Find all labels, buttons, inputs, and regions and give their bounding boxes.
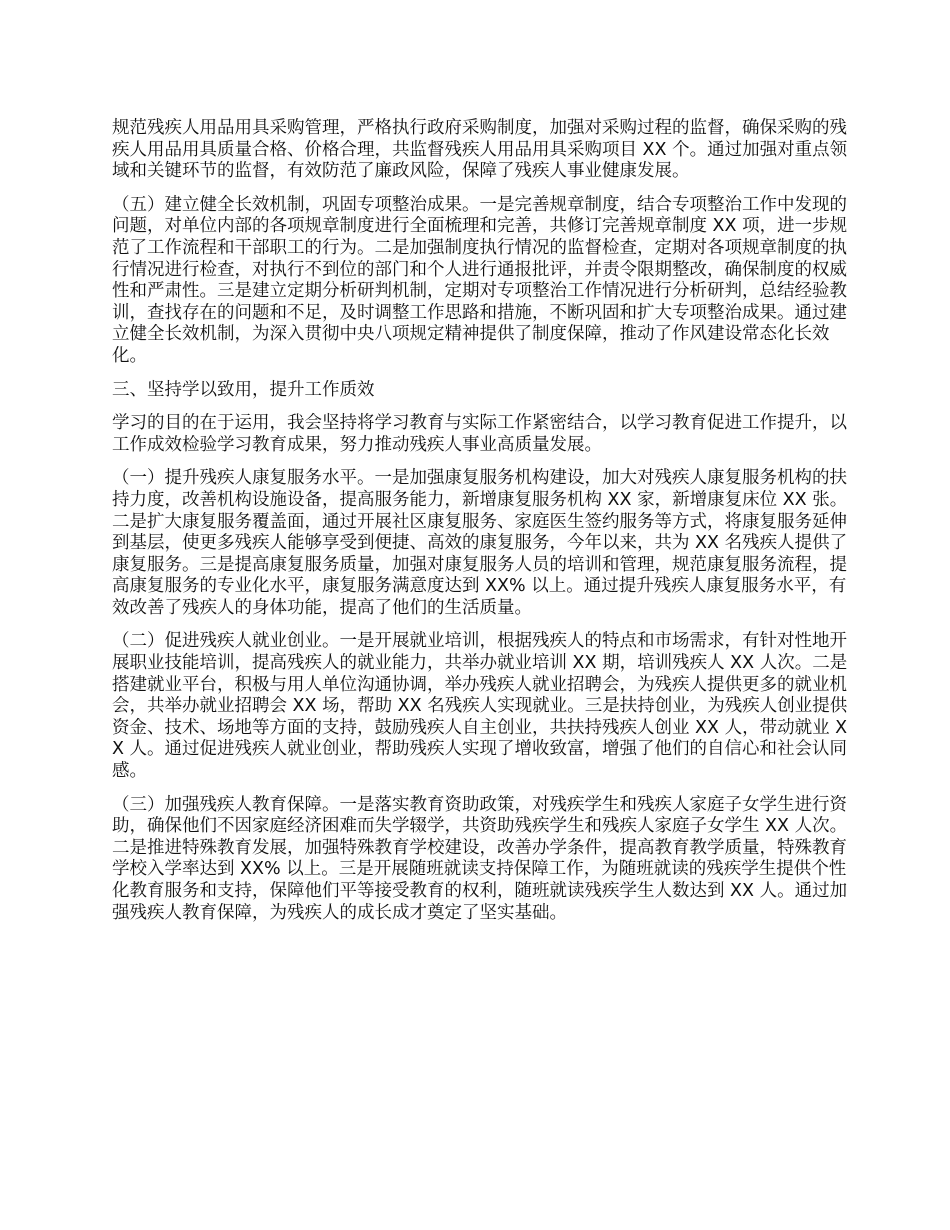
- paragraph-long-term-mechanism: （五）建立健全长效机制，巩固专项整治成果。一是完善规章制度，结合专项整治工作中发现的问题，对单位内部的各项规章制度进行全面梳理和完善，共修订完善规章制度 XX 项，进一步规范了工作流程和干部职工的行为。二是加强制度执行情况的监督检查，定期对各项规章制度的执行情况进行检查，对执行不到位的部门和个人进行通报批评，并责令限期整改，确保制度的权威性和严肃性。三是建立定期分析研判机制，定期对专项整治工作情况进行分析研判，总结经验教训，查找存在的问题和不足，及时调整工作思路和措施，不断巩固和扩大专项整治成果。通过建立健全长效机制，为深入贯彻中央八项规定精神提供了制度保障，推动了作风建设常态化长效化。: [112, 194, 848, 366]
- paragraph-rehabilitation-services: （一）提升残疾人康复服务水平。一是加强康复服务机构建设，加大对残疾人康复服务机构的扶持力度，改善机构设施设备，提高服务能力，新增康复服务机构 XX 家，新增康复床位 XX 张。二是扩大康复服务覆盖面，通过开展社区康复服务、家庭医生签约服务等方式，将康复服务延伸到基层，使更多残疾人能够享受到便捷、高效的康复服务，今年以来，共为 XX 名残疾人提供了康复服务。三是提高康复服务质量，加强对康复服务人员的培训和管理，规范康复服务流程，提高康复服务的专业化水平，康复服务满意度达到 XX% 以上。通过提升残疾人康复服务水平，有效改善了残疾人的身体功能，提高了他们的生活质量。: [112, 468, 848, 618]
- section-heading-apply-learning: 三、坚持学以致用，提升工作质效: [112, 379, 375, 400]
- paragraph-learning-purpose: 学习的目的在于运用，我会坚持将学习教育与实际工作紧密结合，以学习教育促进工作提升，以工作成效检验学习教育成果，努力推动残疾人事业高质量发展。: [112, 413, 847, 455]
- document-page: [112, 118, 857, 936]
- paragraph-procurement-supervision: 规范残疾人用品用具采购管理，严格执行政府采购制度，加强对采购过程的监督，确保采购的残疾人用品用具质量合格、价格合理，共监督残疾人用品用具采购项目 XX 个。通过加强对重点领域和关键环节的监督，有效防范了廉政风险，保障了残疾人事业健康发展。: [112, 118, 848, 182]
- paragraph-education-support: （三）加强残疾人教育保障。一是落实教育资助政策，对残疾学生和残疾人家庭子女学生进行资助，确保他们不因家庭经济困难而失学辍学，共资助残疾学生和残疾人家庭子女学生 XX 人次。二是推进特殊教育发展，加强特殊教育学校建设，改善办学条件，提高教育教学质量，特殊教育学校入学率达到 XX% 以上。三是开展随班就读支持保障工作，为随班就读的残疾学生提供个性化教育服务和支持，保障他们平等接受教育的权利，随班就读残疾学生人数达到 XX 人。通过加强残疾人教育保障，为残疾人的成长成才奠定了坚实基础。: [112, 794, 848, 923]
- paragraph-employment-entrepreneurship: （二）促进残疾人就业创业。一是开展就业培训，根据残疾人的特点和市场需求，有针对性地开展职业技能培训，提高残疾人的就业能力，共举办就业培训 XX 期，培训残疾人 XX 人次。二是搭建就业平台，积极与用人单位沟通协调，举办残疾人就业招聘会，为残疾人提供更多的就业机会，共举办就业招聘会 XX 场，帮助 XX 名残疾人实现就业。三是扶持创业，为残疾人创业提供资金、技术、场地等方面的支持，鼓励残疾人自主创业，共扶持残疾人创业 XX 人，带动就业 XX 人。通过促进残疾人就业创业，帮助残疾人实现了增收致富，增强了他们的自信心和社会认同感。: [112, 631, 848, 782]
